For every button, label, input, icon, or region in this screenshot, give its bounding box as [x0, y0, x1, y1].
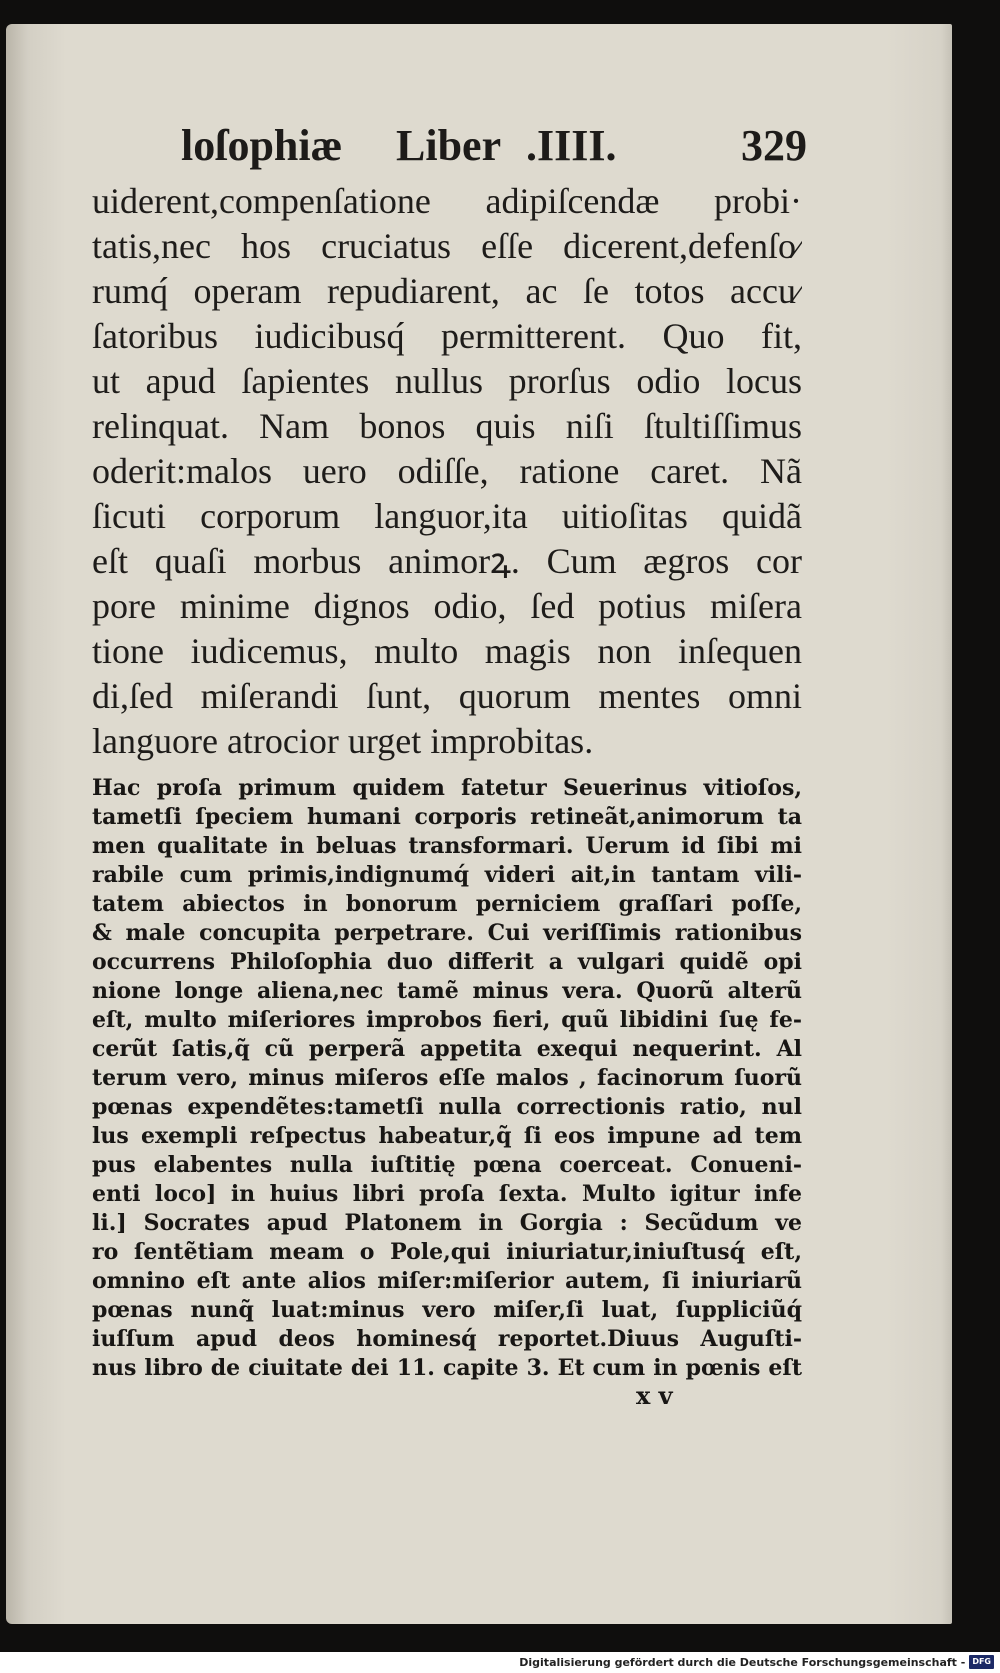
- main-text-line: pore minime dignos odio, ſed potius miſera: [92, 586, 802, 626]
- running-head: [6, 120, 952, 180]
- commentary-line: cerũt ſatis,q̃ cũ perperã appetita exequi nequerint. Al: [92, 1036, 802, 1062]
- main-text-line: languore atrocior urget improbitas.: [92, 721, 594, 761]
- running-head-book: Liber: [396, 121, 502, 170]
- commentary-line: omnino eſt ante alios miſer:miſerior autem, ſi iniuriarũ: [92, 1268, 802, 1294]
- commentary-line: pœnas nunq̃ luat:minus vero miſer,ſi luat, ſuppliciũq́: [92, 1297, 802, 1323]
- book-page: [6, 24, 952, 1624]
- commentary-line: occurrens Philoſophia duo differit a vulgari quidẽ opi: [92, 949, 802, 975]
- commentary-line: & male concupita perpetrare. Cui veriſſimis rationibus: [92, 920, 802, 946]
- commentary-line: li.] Socrates apud Platonem in Gorgia : Secũdum ve: [92, 1210, 802, 1236]
- commentary-line: Hac proſa primum quidem fatetur Seuerinus vitioſos,: [92, 775, 802, 801]
- digitization-credit-text: Digitalisierung gefördert durch die Deutsche Forschungsgemeinschaft -: [519, 1655, 966, 1669]
- commentary-line: nione longe aliena,nec tamẽ minus vera. Quorũ alterũ: [92, 978, 802, 1004]
- folio-number: 329: [741, 121, 807, 170]
- main-text-line: di,ſed miſerandi ſunt, quorum mentes omni: [92, 676, 802, 716]
- commentary-line: ro ſentẽtiam meam o Pole,qui iniuriatur,iniuſtusq́ eſt,: [92, 1239, 802, 1265]
- running-head-title: loſophiæ: [181, 121, 343, 170]
- digitization-credit: [519, 1655, 994, 1669]
- commentary-line: enti loco] in huius libri proſa ſexta. Multo igitur infe: [92, 1181, 802, 1207]
- commentary-line: nus libro de ciuitate dei 11. capite 3. Et cum in pœnis eſt: [92, 1355, 802, 1381]
- main-text-line: tione iudicemus, multo magis non inſequen: [92, 631, 802, 671]
- commentary-block: [92, 774, 802, 1383]
- commentary-line: terum vero, minus miſeros eſſe malos , facinorum ſuorũ: [92, 1065, 802, 1091]
- main-text-line: uiderent,compenſatione adipiſcendæ probi·: [92, 181, 802, 221]
- main-text-line: oderit:malos uero odiſſe, ratione caret. Nã: [92, 451, 802, 491]
- commentary-line: men qualitate in beluas transformari. Uerum id ſibi mi: [92, 833, 802, 859]
- main-text-line: relinquat. Nam bonos quis niſi ſtultiſſimus: [92, 406, 802, 446]
- commentary-line: pœnas expendẽtes:tametſi nulla correctionis ratio, nul: [92, 1094, 802, 1120]
- running-head-book-number: .IIII.: [526, 121, 617, 170]
- commentary-line: lus exempli reſpectus habeatur,q̃ ſi eos impune ad tem: [92, 1123, 802, 1149]
- dfg-logo: DFG: [969, 1655, 994, 1669]
- main-text-line: ut apud ſapientes nullus prorſus odio locus: [92, 361, 802, 401]
- main-text-line: ſatoribus iudicibusq́ permitterent. Quo fit,: [92, 316, 802, 356]
- commentary-line: tatem abiectos in bonorum perniciem graſſari poſſe,: [92, 891, 802, 917]
- commentary-line: iuſſum apud deos hominesq́ reportet.Diuus Auguſti-: [92, 1326, 802, 1352]
- signature-mark: x v: [636, 1381, 673, 1410]
- commentary-line: pus elabentes nulla iuſtitię pœna coerceat. Conueni-: [92, 1152, 802, 1178]
- commentary-line: rabile cum primis,indignumq́ videri ait,in tantam vili-: [92, 862, 802, 888]
- main-text-block: [92, 179, 802, 764]
- main-text-line: eſt quaſi morbus animorꝝ. Cum ægros cor: [92, 541, 802, 581]
- commentary-line: eſt, multo miſeriores improbos fieri, quũ libidini ſuę fe-: [92, 1007, 802, 1033]
- main-text-line: ſicuti corporum languor,ita uitioſitas quidã: [92, 496, 802, 536]
- commentary-line: tametſi ſpeciem humani corporis retineãt,animorum ta: [92, 804, 802, 830]
- main-text-line: rumq́ operam repudiarent, ac ſe totos accu⁄: [92, 271, 802, 311]
- main-text-line: tatis,nec hos cruciatus eſſe dicerent,defenſo⁄: [92, 226, 802, 266]
